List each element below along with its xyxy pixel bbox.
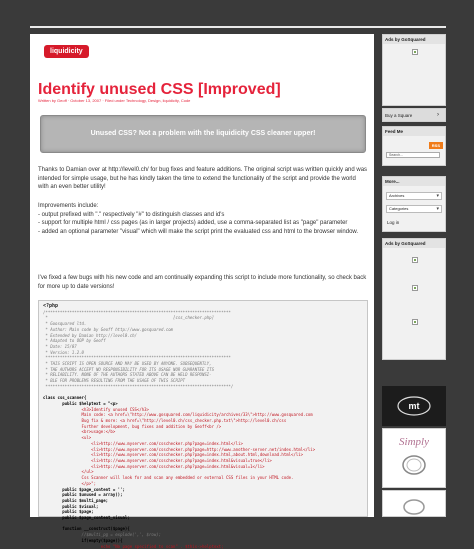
- mt-ad-banner[interactable]: [382, 386, 446, 426]
- more-box: [382, 176, 446, 232]
- post-meta: Written by Geoff · October 13, 2007 · Filed under Technology, Design, liquidicity, Code: [38, 98, 191, 103]
- code-line: <h3>Identify unused CSS</h3>: [43, 406, 149, 412]
- code-line: /*****************************************************************************: [43, 309, 231, 315]
- code-line: * Version: 1.2.0: [43, 349, 84, 355]
- code-block[interactable]: [38, 300, 368, 549]
- ads-title: Ads by GoSquared: [383, 239, 445, 248]
- code-line: public $page_content = '';: [43, 486, 125, 492]
- code-line: class css_scanner{: [43, 395, 87, 401]
- improvement-item: - added an optional parameter "visual" which will make the script print the evaluated css and html to the browser window.: [38, 228, 359, 235]
- archives-label: Archives: [389, 193, 405, 198]
- code-line: public $helptext = "<p>: [43, 400, 118, 406]
- category-tag[interactable]: liquidicity: [44, 45, 89, 58]
- ads-title: Ads by GoSquared: [383, 35, 445, 44]
- code-line: public $page;: [43, 509, 94, 515]
- code-line: * BLE FOR PROBLEMS RESULTING FROM THE USAGE OF THIS SCRIPT: [43, 378, 186, 384]
- code-line: </ul>: [43, 469, 94, 475]
- code-line: * [css_checker.php]: [43, 315, 214, 321]
- improvements-intro: Improvements include:: [38, 203, 99, 209]
- improvement-item: - output prefixed with "." respectively "#" to distinguish classes and id's: [38, 211, 225, 218]
- sidebar: [382, 34, 446, 517]
- code-line: public $unused = array();: [43, 492, 123, 498]
- code-line: *****************************************************************************: [43, 355, 231, 361]
- code-line: <li>http://www.myserver.com/csschecker.php?page=index.html&visual=true</li>: [43, 457, 272, 463]
- code-line: <?php: [43, 303, 59, 309]
- feed-title: Feed Me: [383, 127, 445, 136]
- post-title[interactable]: Identify unused CSS [Improved]: [38, 81, 281, 98]
- code-line: echo "No page specified to scan" . $this->helptext;: [43, 543, 224, 549]
- ring-ad-graphic-icon: [383, 491, 445, 517]
- svg-text:mt: mt: [408, 401, 420, 411]
- code-line: public $visual;: [43, 503, 99, 509]
- code-line: * Goosquared ltd.: [43, 321, 87, 327]
- improvements-paragraph: [38, 202, 368, 236]
- top-divider: [30, 26, 446, 28]
- simply-ad-graphic-icon: [383, 429, 445, 487]
- code-line: * Extended by Damian http://level0.ch/: [43, 332, 137, 338]
- buy-square-link[interactable]: Buy a Square: [385, 113, 413, 118]
- buy-square-box[interactable]: [382, 108, 446, 122]
- code-line: <br>usage:</b>: [43, 429, 116, 435]
- rss-button[interactable]: RSS: [429, 142, 443, 149]
- intro-paragraph: Thanks to Damian over at http://level0.ch/ for bug fixes and feature additions. The original script was written quickly and was intended for simple usage, but he has kindly taken the time to extend the functionality of the script and provide the world with an even better utility!: [38, 167, 368, 190]
- code-line: * RELIABILITY. NONE OF THE AUTHORS STATED ABOVE CAN BE HELD RESPONSI-: [43, 372, 212, 378]
- code-line: * THE AUTHORS ACCEPT NO RESPONSIBILITY FOR ITS USAGE NOR GUARANTEE ITS: [43, 366, 214, 372]
- code-line: Bug fix & more: <a href=\"http://level0.ch/css_checker.php.txt\">http://level0.ch/css: [43, 418, 287, 424]
- code-line: if(empty($page)){: [43, 537, 123, 543]
- code-line: //$multi_pg = explode(',', $row);: [43, 532, 162, 538]
- code-line: * Author: Main code by Geoff http://www.gosquared.com: [43, 326, 174, 332]
- more-title: More...: [383, 177, 445, 186]
- mt-logo-icon: [382, 386, 446, 426]
- archives-dropdown[interactable]: [386, 192, 442, 200]
- code-line: Main code: <a href=\"http://www.gosquared.com/liquidicity/archives/33\">http://www.gosquared.com: [43, 412, 313, 418]
- code-line: Further development, bug fixes and addition by Geoff<br />: [43, 423, 222, 429]
- code-line: * Adapted to OOP by Geoff: [43, 338, 106, 344]
- code-line: <ul>: [43, 435, 92, 441]
- simply-ad-banner[interactable]: [382, 428, 446, 488]
- categories-dropdown[interactable]: [386, 205, 442, 213]
- code-line: <li>http://www.myserver.com/csschecker.php?page=http://www.another-server.net/index.html</li>: [43, 446, 316, 452]
- login-link[interactable]: Log in: [387, 220, 400, 225]
- arrow-right-icon: ›: [437, 112, 439, 118]
- main-content: [30, 34, 374, 549]
- categories-label: Categories: [389, 206, 409, 211]
- update-paragraph: I've fixed a few bugs with his new code and am continually expanding this script to include more functionality, so check back for more up to date versions!: [38, 275, 367, 290]
- code-line: *****************************************************************************/: [43, 383, 234, 389]
- banner-text: Unused CSS? Not a problem with the liquidicity CSS cleaner upper!: [90, 130, 316, 137]
- code-line: <li>http://www.myserver.com/csschecker.php?page=index.html,about.html,download.html</li>: [43, 452, 304, 458]
- code-line: <li>http://www.myserver.com/csschecker.php?page=index.html&visual=1</li>: [43, 463, 265, 469]
- ads-box-top: [382, 34, 446, 106]
- code-line: public $page_content_visual;: [43, 515, 130, 521]
- feed-box: [382, 126, 446, 166]
- ad-image-icon[interactable]: [412, 49, 418, 55]
- ad-image-icon[interactable]: [412, 257, 418, 263]
- code-line: function __construct($page){: [43, 526, 130, 532]
- code-line: Css Scanner will look for and scan any embedded or external CSS files in your HTML code.: [43, 475, 294, 481]
- lower-ad-banner[interactable]: [382, 490, 446, 517]
- code-line: * THIS SCRIPT IS OPEN SOURCE AND MAY BE USED BY ANYONE. SUBSEQUENTLY,: [43, 361, 212, 367]
- ad-image-icon[interactable]: [412, 319, 418, 325]
- svg-text:Simply: Simply: [399, 436, 429, 448]
- ad-image-icon[interactable]: [412, 285, 418, 291]
- improvement-item: - support for multiple html / css pages (as in larger projects) added, use a comma-separated list as "page" parameter: [38, 220, 348, 226]
- ads-box-bottom: [382, 238, 446, 360]
- search-input[interactable]: Search...: [386, 152, 440, 158]
- code-line: <li>http://www.myserver.com/csschecker.php?page=index.html</li>: [43, 440, 243, 446]
- code-line: public $multi_page;: [43, 497, 109, 503]
- code-line: </p>";: [43, 480, 96, 486]
- post-banner: [40, 115, 366, 153]
- code-line: * Date: 15/07: [43, 343, 77, 349]
